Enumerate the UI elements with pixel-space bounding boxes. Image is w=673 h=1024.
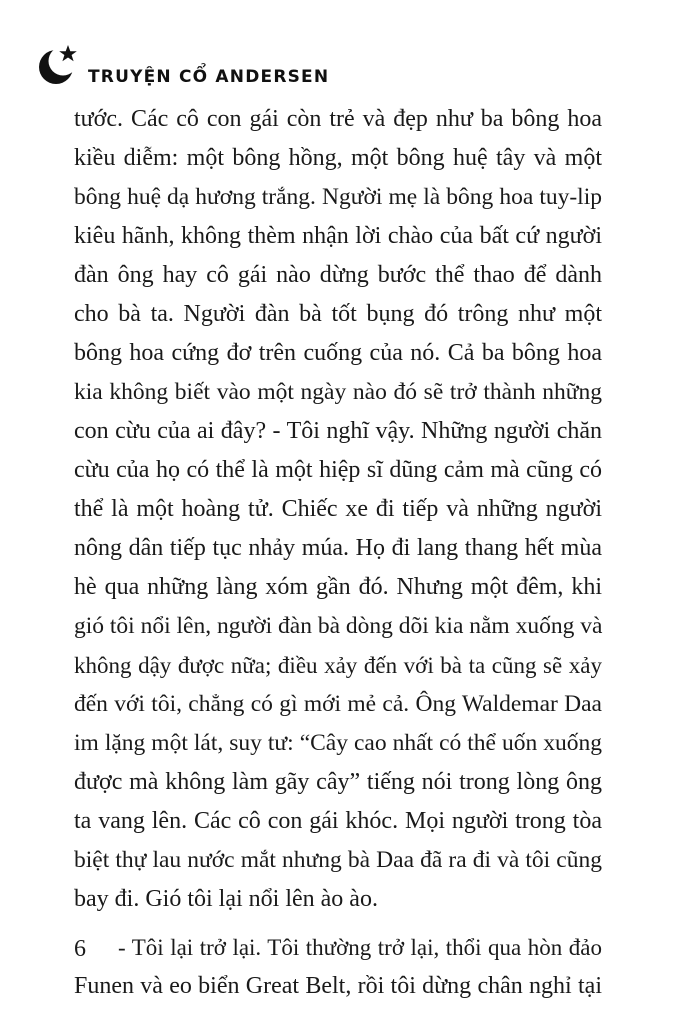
page-header bbox=[34, 40, 329, 92]
text-line: thể là một hoàng tử. Chiếc xe đi tiếp và những người bbox=[74, 496, 602, 522]
body-text bbox=[74, 100, 602, 1006]
text-line: được mà không làm gãy cây” tiếng nói trong lòng ông bbox=[74, 769, 602, 795]
text-line: kiều diễm: một bông hồng, một bông huệ tây và một bbox=[74, 145, 602, 171]
text-line: im lặng một lát, suy tư: “Cây cao nhất có thể uốn xuống bbox=[74, 730, 602, 756]
text-line: hè qua những làng xóm gần đó. Nhưng một đêm, khi bbox=[74, 574, 602, 600]
crescent-moon-star-icon bbox=[34, 40, 86, 92]
text-line: bông huệ dạ hương trắng. Người mẹ là bông hoa tuy-lip bbox=[74, 184, 602, 210]
text-line: - Tôi lại trở lại. Tôi thường trở lại, thổi qua hòn đảo bbox=[118, 935, 602, 960]
text-line: Funen và eo biển Great Belt, rồi tôi dừng chân nghỉ tại bbox=[74, 973, 602, 999]
paragraph bbox=[74, 928, 602, 1006]
text-line: nông dân tiếp tục nhảy múa. Họ đi lang thang hết mùa bbox=[74, 535, 602, 561]
text-line: biệt thự lau nước mắt nhưng bà Daa đã ra đi và tôi cũng bbox=[74, 847, 602, 873]
text-line: cừu của họ có thể là một hiệp sĩ dũng cảm mà cũng có bbox=[74, 457, 602, 483]
text-line: đến với tôi, chẳng có gì mới mẻ cả. Ông Waldemar Daa bbox=[74, 691, 602, 717]
text-line: gió tôi nổi lên, người đàn bà dòng dõi kia nằm xuống và bbox=[74, 613, 603, 639]
paragraph-gap bbox=[74, 919, 602, 928]
text-line: kia không biết vào một ngày nào đó sẽ trở thành những bbox=[74, 379, 602, 405]
text-line: bay đi. Gió tôi lại nổi lên ào ào. bbox=[74, 886, 378, 912]
text-line: kiêu hãnh, không thèm nhận lời chào của bất cứ người bbox=[74, 223, 602, 249]
text-line: bông hoa cứng đơ trên cuống của nó. Cả ba bông hoa bbox=[74, 340, 602, 366]
text-line: ta vang lên. Các cô con gái khóc. Mọi người trong tòa bbox=[74, 808, 602, 834]
text-line: cho bà ta. Người đàn bà tốt bụng đó trông như một bbox=[74, 301, 602, 327]
text-line: không dậy được nữa; điều xảy đến với bà ta cũng sẽ xảy bbox=[74, 653, 602, 678]
text-line: con cừu của ai đây? - Tôi nghĩ vậy. Những người chăn bbox=[74, 418, 602, 444]
text-line: đàn ông hay cô gái nào dừng bước thể thao để dành bbox=[74, 262, 602, 288]
paragraph bbox=[74, 100, 602, 919]
text-line: tước. Các cô con gái còn trẻ và đẹp như ba bông hoa bbox=[74, 106, 602, 132]
page-number: 6 bbox=[74, 936, 86, 962]
series-title: TRUYỆN CỔ ANDERSEN bbox=[88, 67, 330, 87]
